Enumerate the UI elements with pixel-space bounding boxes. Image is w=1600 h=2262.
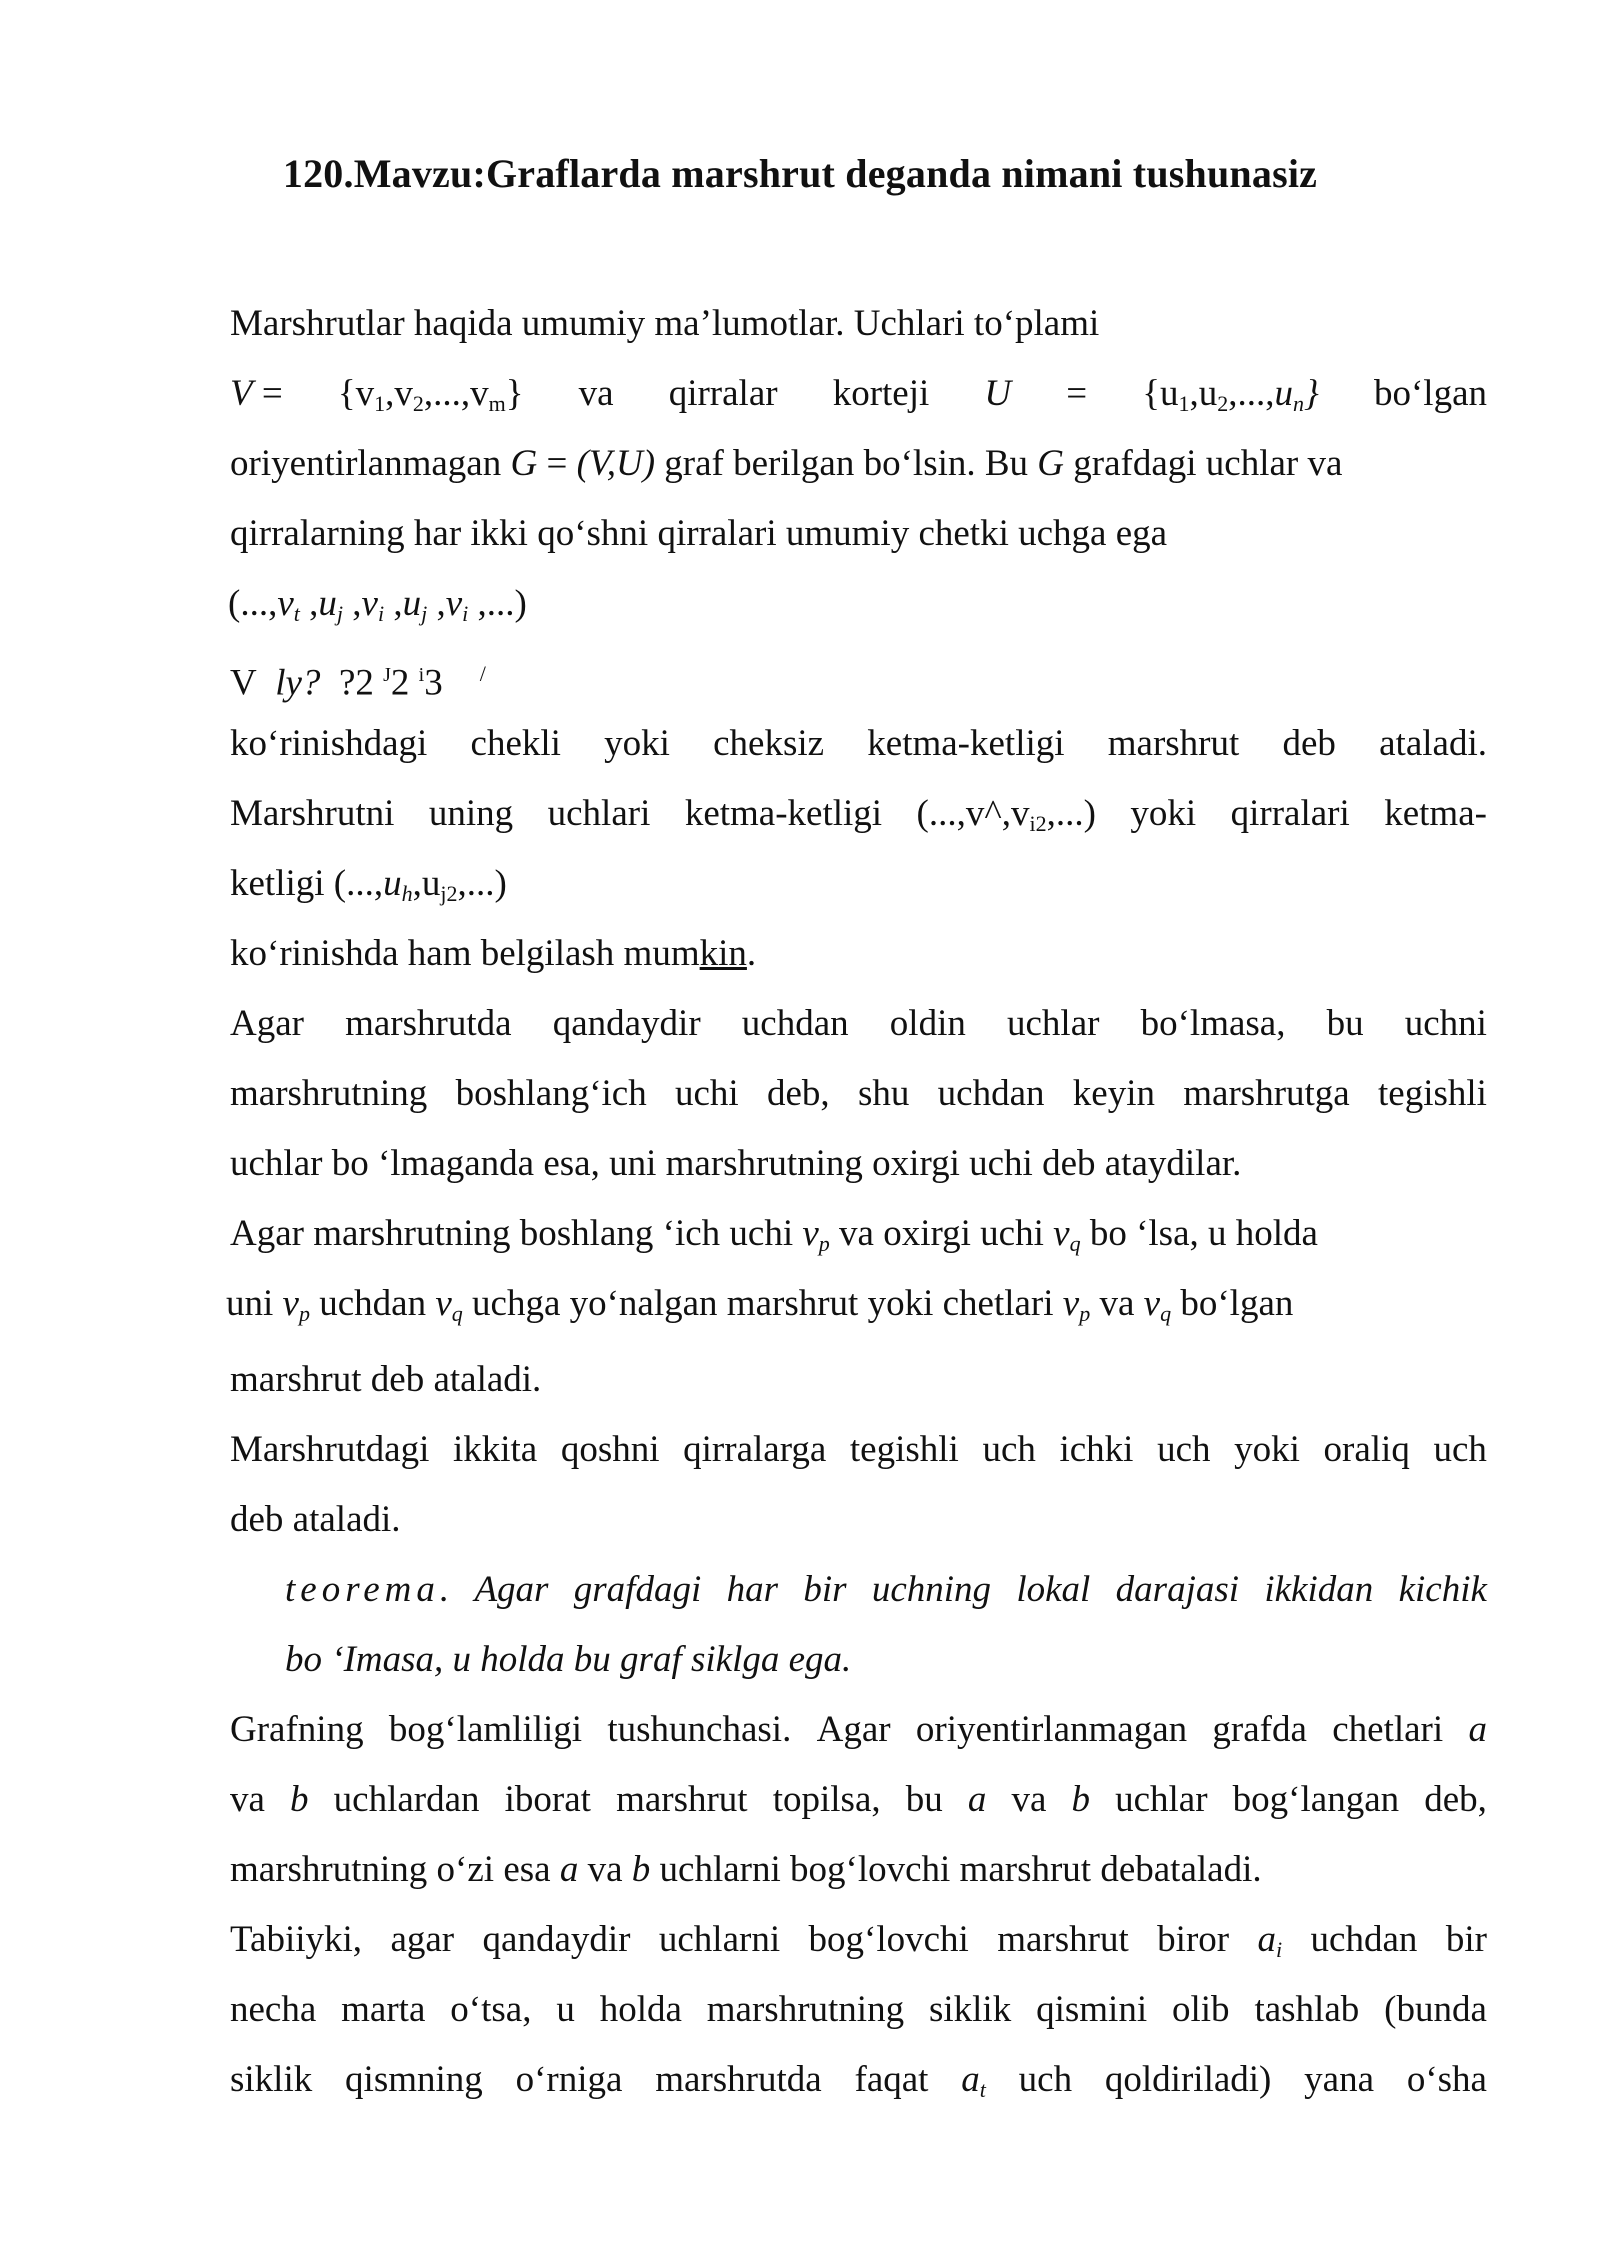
text-line: va b uchlardan iborat marshrut topilsa, bu a va b uchlar bog‘langan deb, bbox=[230, 1779, 1487, 1820]
text-line: oriyentirlanmagan G = (V,U) graf berilgan bo‘lsin. Bu G grafdagi uchlar va bbox=[230, 443, 1343, 484]
text-line: deb ataladi. bbox=[230, 1499, 401, 1540]
text-line: Agar marshrutda qandaydir uchdan oldin uchlar bo‘lmasa, bu uchni bbox=[230, 1003, 1487, 1044]
text-line: Marshrutlar haqida umumiy ma’lumotlar. Uchlari to‘plami bbox=[230, 303, 1100, 344]
text-line: ketligi $(...,u_h,u_{j2},...)$ bbox=[230, 863, 507, 906]
theorem-line: teorema. Agar grafdagi har bir uchning lokal darajasi ikkidan kichik bbox=[285, 1569, 1487, 1610]
text-line: qirralarning har ikki qo‘shni qirralari umumiy chetki uchga ega bbox=[230, 513, 1168, 554]
text-line: uchlar bo ‘lmaganda esa, uni marshrutning oxirgi uchi deb ataydilar. bbox=[230, 1143, 1242, 1184]
text-line: necha marta o‘tsa, u holda marshrutning siklik qismini olib tashlab (bunda bbox=[230, 1989, 1487, 2030]
text-line: Grafning bog‘lamliligi tushunchasi. Agar oriyentirlanmagan grafda chetlari a bbox=[230, 1709, 1487, 1750]
text-line: Agar marshrutning boshlang ‘ich uchi $v_p$ va oxirgi uchi $v_q$ bo ‘lsa, u holda bbox=[230, 1213, 1318, 1256]
text-line: marshrut deb ataladi. bbox=[230, 1359, 542, 1400]
text-line: V ly? ?2 $^J$2 $^i$3 / bbox=[230, 661, 486, 704]
text-line: marshrutning boshlang‘ich uchi deb, shu uchdan keyin marshrutga tegishli bbox=[230, 1073, 1487, 1114]
text-line: siklik qismning o‘rniga marshrutda faqat $a_t$ uch qoldiriladi) yana o‘sha bbox=[230, 2059, 1487, 2102]
text-line: ko‘rinishda ham belgilash mumkin. bbox=[230, 933, 757, 974]
text-line: Tabiiyki, agar qandaydir uchlarni bog‘lovchi marshrut biror $a_i$ uchdan bir bbox=[230, 1919, 1487, 1962]
text-line: Marshrutni uning uchlari ketma-ketligi $(...,v\^{},v_{i2},...)$ yoki qirralari ketma- bbox=[230, 793, 1487, 836]
page-title: 120.Mavzu:Graflarda marshrut deganda nimani tushunasiz bbox=[282, 151, 1318, 196]
text-line: Marshrutdagi ikkita qoshni qirralarga tegishli uch ichki uch yoki oraliq uch bbox=[230, 1429, 1487, 1470]
text-line: ($...,v_t$ $,u_j$ $,v_i$ $,u_j$ $,v_i$ ,...) bbox=[228, 583, 527, 626]
text-line: marshrutning o‘zi esa a va b uchlarni bog‘lovchi marshrut debataladi. bbox=[230, 1849, 1262, 1890]
text-line: ko‘rinishdagi chekli yoki cheksiz ketma-ketligi marshrut deb ataladi. bbox=[230, 723, 1487, 764]
text-line: uni $v_p$ uchdan $v_q$ uchga yo‘nalgan marshrut yoki chetlari $v_p$ va $v_q$ bo‘lgan bbox=[226, 1283, 1294, 1326]
theorem-line: bo ‘Imasa, u holda bu graf siklga ega. bbox=[285, 1639, 852, 1680]
text-line: V = $\{v_1,v_2,...,v_m\}$ va qirralar korteji U = $\{u_1,u_2,...,u_n\}$ bo‘lgan bbox=[230, 373, 1487, 416]
